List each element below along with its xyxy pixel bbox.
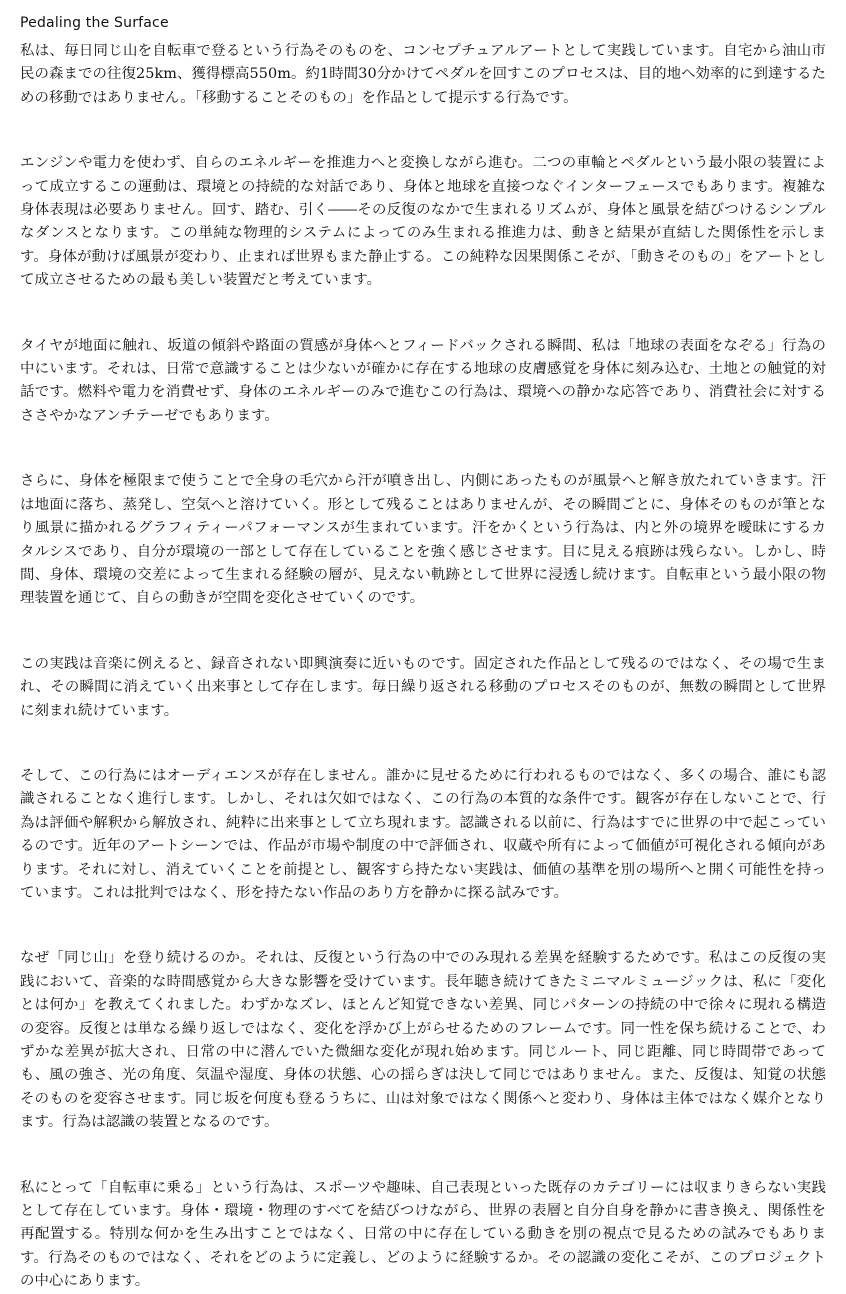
paragraph-5: この実践は音楽に例えると、録音されない即興演奏に近いものです。固定された作品として残るのではなく、その場で生まれ、その瞬間に消えていく出来事として存在します。毎日繰り返される移動のプロセスそのものが、無数の瞬間として世界に刻まれ続けています。	[20, 655, 826, 719]
paragraph-7: なぜ「同じ山」を登り続けるのか。それは、反復という行為の中でのみ現れる差異を経験するためです。私はこの反復の実践において、音楽的な時間感覚から大きな影響を受けています。長年聴き続けてきたミニマルミュージックは、私に「変化とは何か」を教えてくれました。わずかなズレ、ほとんど知覚できない差異、同じパターンの持続の中で徐々に現れる構造の変容。反復とは単なる繰り返しではなく、変化を浮かび上がらせるためのフレームです。同一性を保ち続けることで、わずかな差異が拡大され、日常の中に潜んでいた微細な変化が現れ始めます。同じルート、同じ距離、同じ時間帯であっても、風の強さ、光の角度、気温や湿度、身体の状態、心の揺らぎは決して同じではありません。また、反復は、知覚の状態そのものを変容させます。同じ坂を何度も登るうちに、山は対象ではなく関係へと変わり、身体は主体ではなく媒介となります。行為は認識の装置となるのです。	[20, 950, 826, 1131]
paragraph-4: さらに、身体を極限まで使うことで全身の毛穴から汗が噴き出し、内側にあったものが風景へと解き放たれていきます。汗は地面に落ち、蒸発し、空気へと溶けていく。形として残ることはありませんが、その瞬間ごとに、身体そのものが筆となり風景に描かれるグラフィティーパフォーマンスが生まれています。汗をかくという行為は、内と外の境界を曖昧にするカタルシスであり、自分が環境の一部として存在していることを強く感じさせます。目に見える痕跡は残らない。しかし、時間、身体、環境の交差によって生まれる経験の層が、見えない軌跡として世界に浸透し続けます。自転車という最小限の物理装置を通じて、自らの動きが空間を変化させていくのです。	[20, 473, 826, 607]
paragraph-1: 私は、毎日同じ山を自転車で登るという行為そのものを、コンセプチュアルアートとして実践しています。自宅から油山市民の森までの往復25km、獲得標高550m。約1時間30分かけてペダルを回すこのプロセスは、目的地へ効率的に到達するための移動ではありません。「移動することそのもの」を作品として提示する行為です。	[20, 43, 826, 106]
paragraph-2: エンジンや電力を使わず、自らのエネルギーを推進力へと変換しながら進む。二つの車輪とペダルという最小限の装置によって成立するこの運動は、環境との持続的な対話であり、身体と地球を直接つなぐインターフェースでもあります。複雑な身体表現は必要ありません。回す、踏む、引く――その反復のなかで生まれるリズムが、身体と風景を結びつけるシンプルなダンスとなります。この単純な物理的システムによってのみ生まれる推進力は、動きと結果が直結した関係性を示します。身体が動けば風景が変わり、止まれば世界もまた静止する。この純粋な因果関係こそが、「動きそのもの」をアートとして成立させるための最も美しい装置だと考えています。	[20, 155, 826, 289]
paragraph-6: そして、この行為にはオーディエンスが存在しません。誰かに見せるために行われるものではなく、多くの場合、誰にも認識されることなく進行します。しかし、それは欠如ではなく、この行為の本質的な条件です。観客が存在しないことで、行為は評価や解釈から解放され、純粋に出来事として立ち現れます。認識される以前に、行為はすでに世界の中で起こっているのです。近年のアートシーンでは、作品が市場や制度の中で評価され、収蔵や所有によって価値が可視化される傾向があります。それに対し、消えていくことを前提とし、観客すら持たない実践は、価値の基準を別の場所へと開く可能性を持っています。これは批判ではなく、形を持たない作品のあり方を静かに探る試みです。	[20, 767, 826, 901]
document-title: Pedaling the Surface	[20, 15, 169, 31]
paragraph-8: 私にとって「自転車に乗る」という行為は、スポーツや趣味、自己表現といった既存のカテゴリーには収まりきらない実践として存在しています。身体・環境・物理のすべてを結びつけながら、世界の表層と自分自身を静かに書き換え、関係性を再配置する。特別な何かを生み出すことではなく、日常の中に存在している動きを別の視点で見るための試みでもあります。行為そのものではなく、それをどのように定義し、どのように経験するか。その認識の変化こそが、このプロジェクトの中心にあります。	[20, 1179, 826, 1290]
paragraph-3: タイヤが地面に触れ、坂道の傾斜や路面の質感が身体へとフィードバックされる瞬間、私は「地球の表面をなぞる」行為の中にいます。それは、日常で意識することは少ないが確かに存在する地球の皮膚感覚を身体に刻み込む、土地との触覚的対話です。燃料や電力を消費せず、身体のエネルギーのみで進むこの行為は、環境への静かな応答であり、消費社会に対するささやかなアンチテーゼでもあります。	[20, 337, 826, 424]
